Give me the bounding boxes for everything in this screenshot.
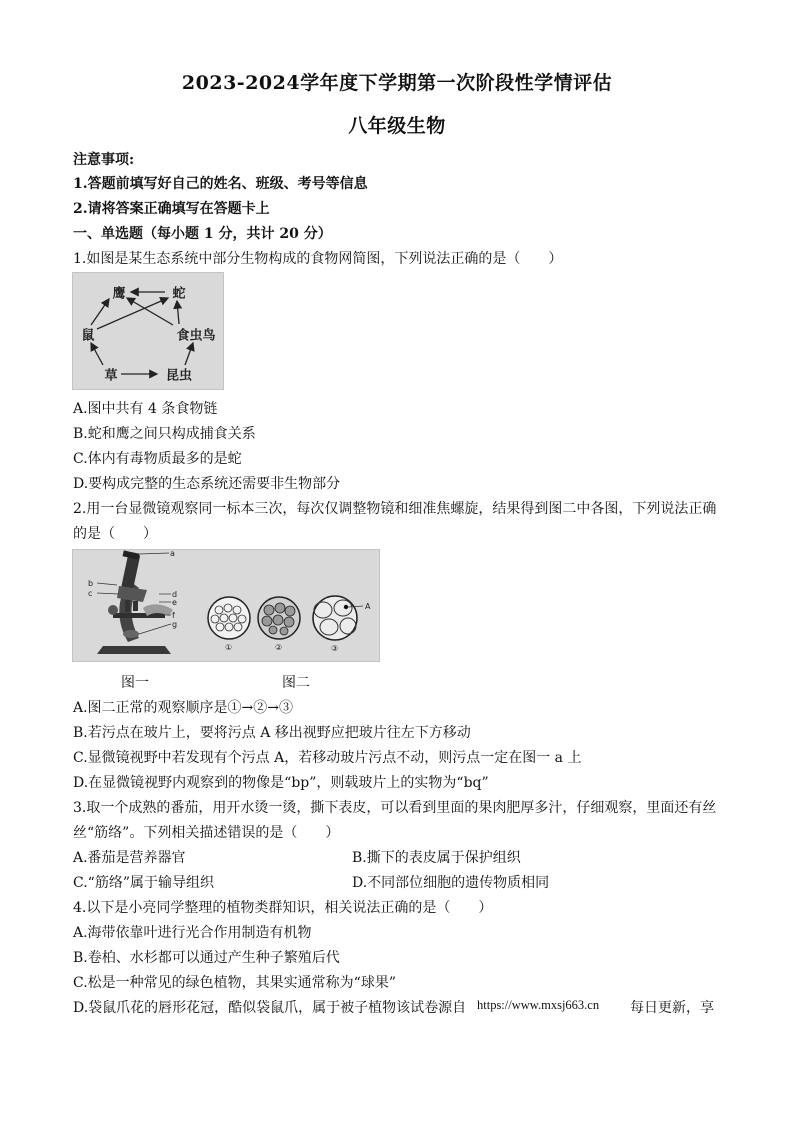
q2-stem-line2: 的是（ ） — [73, 526, 157, 542]
q1-option-a: A.图中共有 4 条食物链 — [73, 401, 218, 417]
q4-option-b: B.卷柏、水杉都可以通过产生种子繁殖后代 — [73, 950, 340, 966]
node-bird: 食虫鸟 — [176, 328, 216, 344]
q2-option-c: C.显微镜视野中若发现有个污点 A，若移动玻片污点不动，则污点一定在图一 a 上 — [73, 750, 582, 766]
section-heading: 一、单选题（每小题 1 分，共计 20 分） — [73, 226, 332, 242]
food-web-figure — [72, 272, 224, 390]
q3-stem-line1: 3.取一个成熟的番茄，用开水烫一烫，撕下表皮，可以看到里面的果肉肥厚多汁，仔细观察，里面还有丝 — [73, 800, 717, 816]
q3-stem-line2: 丝“筋络”。下列相关描述错误的是（ ） — [73, 825, 340, 841]
q1-option-c: C.体内有毒物质最多的是蛇 — [73, 451, 242, 467]
figure-2-caption: 图二 — [282, 675, 310, 691]
q4-stem: 4.以下是小亮同学整理的植物类群知识，相关说法正确的是（ ） — [73, 900, 493, 916]
q3-option-c: C.“筋络”属于输导组织 — [73, 875, 214, 891]
part-label-a: a — [170, 550, 175, 558]
microscope-figure — [72, 549, 380, 662]
part-label-b: b — [88, 579, 94, 588]
notes-item-2: 2.请将答案正确填写在答题卡上 — [73, 201, 270, 217]
microscope-labels — [73, 550, 379, 661]
stain-label-a: A — [365, 602, 371, 611]
q3-option-d: D.不同部位细胞的遗传物质相同 — [352, 875, 550, 891]
node-mouse: 鼠 — [81, 328, 95, 344]
view-label-2: ② — [275, 643, 283, 652]
part-label-d: d — [172, 590, 178, 599]
part-label-c: c — [88, 589, 93, 598]
q4-option-c: C.松是一种常见的绿色植物，其果实通常称为“球果” — [73, 975, 396, 991]
q4-option-d: D.袋鼠爪花的唇形花冠，酷似袋鼠爪，属于被子植物该试卷源自 — [73, 1000, 467, 1016]
footer-tail: 每日更新，享 — [630, 1000, 714, 1016]
q2-option-d: D.在显微镜视野内观察到的物像是“bp”，则载玻片上的实物为“bq” — [73, 775, 489, 791]
notes-item-1: 1.答题前填写好自己的姓名、班级、考号等信息 — [73, 176, 368, 192]
exam-title: 2023-2024学年度下学期第一次阶段性学情评估 — [181, 72, 613, 94]
node-insect: 昆虫 — [165, 368, 193, 384]
node-grass: 草 — [104, 368, 118, 384]
view-label-3: ③ — [331, 644, 339, 653]
q2-option-a: A.图二正常的观察顺序是①→②→③ — [73, 700, 294, 716]
part-label-f: f — [172, 611, 175, 620]
figure-1-caption: 图一 — [121, 675, 149, 691]
footer-url[interactable]: https://www.mxsj663.cn — [477, 998, 600, 1012]
notes-heading: 注意事项: — [73, 152, 135, 168]
q2-option-b: B.若污点在玻片上，要将污点 A 移出视野应把玻片往左下方移动 — [73, 725, 471, 741]
q1-option-d: D.要构成完整的生态系统还需要非生物部分 — [73, 476, 341, 492]
q1-stem: 1.如图是某生态系统中部分生物构成的食物网简图，下列说法正确的是（ ） — [73, 251, 563, 267]
exam-subtitle: 八年级生物 — [348, 115, 446, 137]
view-label-1: ① — [225, 643, 233, 652]
q1-option-b: B.蛇和鹰之间只构成捕食关系 — [73, 426, 256, 442]
node-eagle: 鹰 — [112, 286, 126, 302]
q4-option-a: A.海带依靠叶进行光合作用制造有机物 — [73, 925, 312, 941]
part-label-g: g — [172, 620, 178, 629]
q3-option-b: B.撕下的表皮属于保护组织 — [352, 850, 521, 866]
part-label-e: e — [172, 598, 177, 607]
node-snake: 蛇 — [172, 286, 186, 302]
q3-option-a: A.番茄是营养器官 — [73, 850, 186, 866]
q2-stem-line1: 2.用一台显微镜观察同一标本三次，每次仅调整物镜和细准焦螺旋，结果得到图二中各图，下列说法正确 — [73, 501, 717, 517]
